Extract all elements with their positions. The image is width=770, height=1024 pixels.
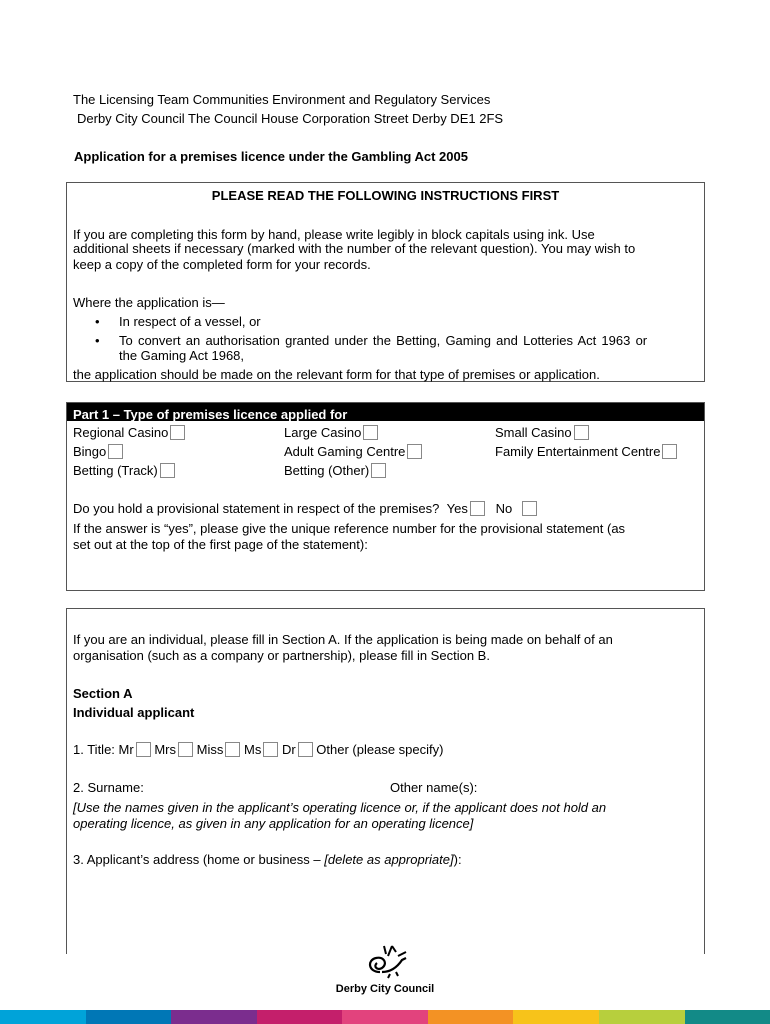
footer-color-segment [685,1010,770,1024]
instructions-closing: the application should be made on the relevant form for that type of premises or application. [73,367,600,382]
option-adult-gaming-centre [284,444,422,459]
names-note-line-2: operating licence, as given in any application for an operating licence] [73,816,474,831]
address-label-end: ): [453,852,462,867]
option-betting-track [73,463,175,478]
header-line-1: The Licensing Team Communities Environment and Regulatory Services [73,92,491,107]
title-mrs-label: Mrs [154,742,177,757]
footer-logo-text: Derby City Council [335,983,435,995]
section-intro-line-1: If you are an individual, please fill in Section A. If the application is being made on behalf of an [73,632,613,647]
title-miss-checkbox[interactable] [225,742,240,757]
betting-other-checkbox[interactable] [371,463,386,478]
where-intro: Where the application is— [73,295,225,310]
title-mr-label: Mr [118,742,134,757]
footer-color-segment [513,1010,599,1024]
section-a-heading: Section A [73,686,133,701]
provisional-followup-line-1: If the answer is “yes”, please give the unique reference number for the provisional statement (as [73,521,626,536]
family-entertainment-centre-checkbox[interactable] [662,444,677,459]
title-label: 1. Title: [73,742,115,757]
title-ms-label: Ms [243,742,262,757]
names-note-line-1: [Use the names given in the applicant’s operating licence or, if the applicant does not hold an [73,800,607,815]
option-label: Regional Casino [73,425,169,440]
no-label: No [495,501,513,516]
footer-color-strip [0,1010,770,1024]
bullet-item-vessel: In respect of a vessel, or [119,314,261,329]
address-label-text: 3. Applicant’s address (home or business – [73,852,325,867]
option-large-casino [284,425,378,440]
part1-title: Part 1 – Type of premises licence applied for [67,403,704,421]
footer-color-segment [0,1010,86,1024]
footer-color-segment [257,1010,343,1024]
section-intro-line-2: organisation (such as a company or partnership), please fill in Section B. [73,648,490,663]
adult-gaming-centre-checkbox[interactable] [407,444,422,459]
betting-track-checkbox[interactable] [160,463,175,478]
title-ms-checkbox[interactable] [263,742,278,757]
title-dr-checkbox[interactable] [298,742,313,757]
derby-ram-logo-icon [362,942,412,980]
bullet-icon: • [95,333,100,348]
footer-color-segment [599,1010,685,1024]
surname-label: 2. Surname: [73,780,144,795]
form-title: Application for a premises licence under the Gambling Act 2005 [74,149,468,164]
section-a-subheading: Individual applicant [73,705,195,720]
footer-color-segment [428,1010,514,1024]
title-mrs-checkbox[interactable] [178,742,193,757]
bingo-checkbox[interactable] [108,444,123,459]
instructions-heading: PLEASE READ THE FOLLOWING INSTRUCTIONS FIRST [211,188,560,203]
footer-color-segment [342,1010,428,1024]
option-label: Adult Gaming Centre [284,444,406,459]
bullet-icon: • [95,314,100,329]
provisional-question: Do you hold a provisional statement in respect of the premises? [73,501,440,516]
title-miss-label: Miss [196,742,224,757]
option-bingo [73,444,123,459]
regional-casino-checkbox[interactable] [170,425,185,440]
option-label: Betting (Track) [73,463,158,478]
yes-label: Yes [446,501,468,516]
option-betting-other [284,463,386,478]
option-regional-casino [73,425,185,440]
small-casino-checkbox[interactable] [574,425,589,440]
provisional-no-checkbox[interactable] [522,501,537,516]
header-line-2: Derby City Council The Council House Corporation Street Derby DE1 2FS [77,111,504,126]
provisional-yes-checkbox[interactable] [470,501,485,516]
bullet-item-convert: To convert an authorisation granted under the Betting, Gaming and Lotteries Act 1963 or [119,333,648,348]
option-label: Small Casino [495,425,572,440]
instructions-para-line-1: If you are completing this form by hand, please write legibly in block capitals using ink. Use [73,227,595,242]
bullet-item-convert-cont: the Gaming Act 1968, [119,348,245,363]
option-family-entertainment-centre [495,444,677,459]
option-label: Bingo [73,444,107,459]
title-dr-label: Dr [281,742,296,757]
instructions-para-line-2: additional sheets if necessary (marked with the number of the relevant question). You may wish to [73,241,636,256]
option-small-casino [495,425,589,440]
option-label: Family Entertainment Centre [495,444,661,459]
title-mr-checkbox[interactable] [136,742,151,757]
title-other-label: Other (please specify) [316,742,444,757]
footer-color-segment [86,1010,172,1024]
large-casino-checkbox[interactable] [363,425,378,440]
option-label: Large Casino [284,425,362,440]
footer-color-segment [171,1010,257,1024]
other-names-label: Other name(s): [390,780,478,795]
address-label [73,852,462,867]
address-delete-note: [delete as appropriate] [324,852,454,867]
instructions-para-line-3: keep a copy of the completed form for your records. [73,257,371,272]
provisional-followup-line-2: set out at the top of the first page of the statement): [73,537,368,552]
title-row [73,742,443,757]
option-label: Betting (Other) [284,463,370,478]
provisional-question-row [73,501,537,516]
